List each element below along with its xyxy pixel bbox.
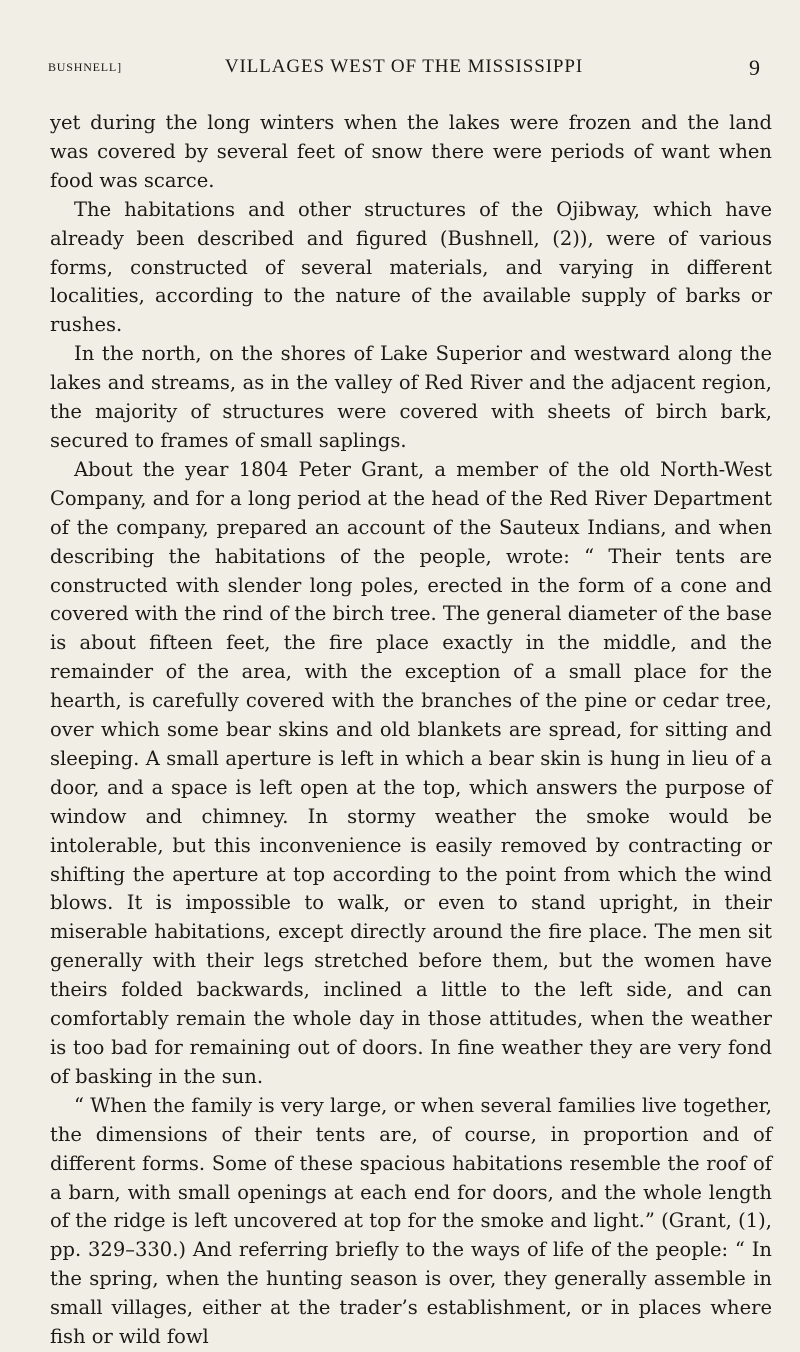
running-header	[48, 56, 760, 82]
paragraph-1: yet during the long winters when the lakes were frozen and the land was covered by several feet of snow there were periods of want when food was scarce.	[50, 111, 772, 192]
page-number: 9	[749, 55, 760, 80]
paragraph-5: “ When the family is very large, or when several families live together, the dimensions of their tents are, of course, in proportion and of different forms. Some of these spacious habitations resemble the roof of a barn, with small openings at each end for doors, and the whole length of the ridge is left uncovered at top for the smoke and light.” (Grant, (1), pp. 329–330.) And referring briefly to the ways of life of the people: “ In the spring, when the hunting season is over, they generally assemble in small villages, either at the trader’s establishment, or in places where fish or wild fowl	[50, 1093, 772, 1349]
running-header-title: VILLAGES WEST OF THE MISSISSIPPI	[224, 56, 584, 77]
running-header-author: BUSHNELL]	[48, 60, 122, 74]
body-text	[50, 109, 772, 1352]
paragraph-2: The habitations and other structures of the Ojibway, which have already been described and figured (Bushnell, (2)), were of various forms, constructed of several materials, and varying in different localities, according to the nature of the available supply of barks or rushes.	[50, 197, 772, 337]
paragraph-3: In the north, on the shores of Lake Superior and westward along the lakes and streams, as in the valley of Red River and the adjacent region, the majority of structures were covered with sheets of birch bark, secured to frames of small saplings.	[50, 342, 772, 452]
paragraph-4: About the year 1804 Peter Grant, a member of the old North-West Company, and for a long period at the head of the Red River Department of the company, prepared an account of the Sauteux Indians, and when describing the habitations of the people, wrote: “ Their tents are constructed with slender long poles, erected in the form of a cone and covered with the rind of the birch tree. The general diameter of the base is about fifteen feet, the fire place exactly in the middle, and the remainder of the area, with the exception of a small place for the hearth, is carefully covered with the branches of the pine or cedar tree, over which some bear skins and old blankets are spread, for sitting and sleeping. A small aperture is left in which a bear skin is hung in lieu of a door, and a space is left open at the top, which answers the purpose of window and chimney. In stormy weather the smoke would be intolerable, but this inconvenience is easily removed by contracting or shifting the aperture at top according to the point from which the wind blows. It is impossible to walk, or even to stand upright, in their miserable habitations, except directly around the fire place. The men sit generally with their legs stretched before them, but the women have theirs folded backwards, inclined a little to the left side, and can comfortably remain the whole day in those attitudes, when the weather is too bad for remaining out of doors. In fine weather they are very fond of basking in the sun.	[50, 457, 772, 1088]
